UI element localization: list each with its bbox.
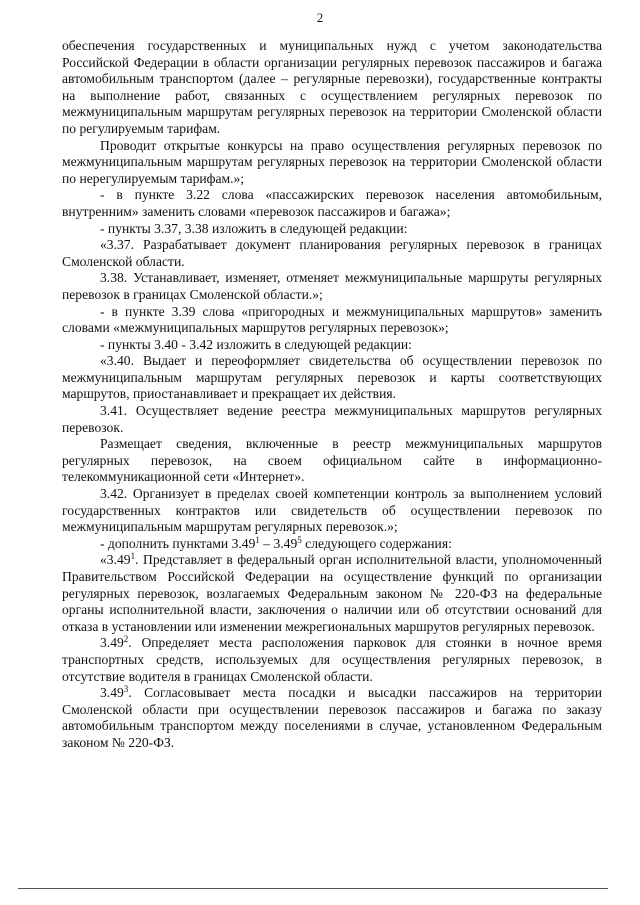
- paragraph-add-3-49: [62, 536, 602, 553]
- text-segment: – 3.49: [259, 535, 298, 551]
- text-segment: - дополнить пунктами 3.49: [100, 535, 256, 551]
- text-segment: следующего содержания:: [301, 535, 452, 551]
- paragraph-intro-continuation: обеспечения государственных и муниципальных нужд с учетом законодательства Российской Федерации в области организации регулярных перевозок пассажиров и багажа автомобильным транспортом (далее – регулярные перевозки), государственные контракты на выполнение работ, связанных с осуществлением регулярных перевозок по межмуниципальным маршрутам регулярных перевозок на территории Смоленской области по регулируемым тарифам.: [62, 38, 602, 136]
- paragraph-amend-3-37-3-38: - пункты 3.37, 3.38 изложить в следующей редакции:: [100, 220, 408, 236]
- paragraph-3-49-3: [62, 685, 602, 751]
- paragraph-3-41: 3.41. Осуществляет ведение реестра межмуниципальных маршрутов регулярных перевозок.: [62, 403, 602, 435]
- text-segment: . Определяет места расположения парковок для стоянки в ночное время транспортных средств, используемых для осуществления регулярных перевозок, в отсутствие водителя в границах Смоленской области.: [62, 635, 602, 684]
- document-body: [62, 38, 602, 752]
- paragraph-amend-3-40-3-42: - пункты 3.40 - 3.42 изложить в следующей редакции:: [100, 336, 412, 352]
- paragraph-3-38: 3.38. Устанавливает, изменяет, отменяет межмуниципальные маршруты регулярных перевозок в границах Смоленской области.»;: [62, 270, 602, 302]
- page-number: 2: [316, 10, 324, 25]
- superscript: 5: [297, 534, 302, 545]
- paragraph-open-competitions: Проводит открытые конкурсы на право осуществления регулярных перевозок по межмуниципальным маршрутам регулярных перевозок на территории Смоленской области по нерегулируемым тарифам.»;: [62, 137, 602, 186]
- paragraph-amend-3-39: - в пункте 3.39 слова «пригородных и межмуниципальных маршрутов» заменить словами «межмуниципальных маршрутов регулярных перевозок»;: [62, 303, 602, 336]
- text-segment: . Согласовывает места посадки и высадки пассажиров на территории Смоленской области при осуществлении перевозок пассажиров и багажа по заказу автомобильным транспортом между поселениями в случае, установленном Федеральным законом № 220-ФЗ.: [62, 685, 602, 750]
- superscript: 1: [130, 551, 136, 562]
- superscript: 1: [255, 534, 260, 545]
- paragraph-amend-3-22: - в пункте 3.22 слова «пассажирских перевозок населения автомобильным, внутренним» заменить словами «перевозок пассажиров и багажа»;: [62, 187, 602, 219]
- text-segment: . Представляет в федеральный орган исполнительной власти, уполномоченный Правительством Российской Федерации на осуществление функций по организации регулярных перевозок, возлагаемых Федеральным законом № 220-ФЗ на федеральные органы исполнительной власти, заключения о наличии или об отсутствии оснований для отказа в установлении или изменении межрегиональных маршрутов регулярных перевозок.: [62, 552, 602, 634]
- paragraph-3-42: 3.42. Организует в пределах своей компетенции контроль за выполнением условий государственных контрактов или свидетельств об осуществлении перевозок по межмуниципальным маршрутам регулярных перевозок.»;: [62, 486, 602, 535]
- paragraph-3-49-1: [62, 552, 602, 635]
- paragraph-3-40: «3.40. Выдает и переоформляет свидетельства об осуществлении перевозок по межмуниципальным маршрутам регулярных перевозок и карты соответствующих маршрутов, приостанавливает и прекращает их действия.: [62, 353, 602, 402]
- paragraph-registry-info: Размещает сведения, включенные в реестр межмуниципальных маршрутов регулярных перевозок, на своем официальном сайте в информационно-телекоммуникационной сети «Интернет».: [62, 436, 602, 485]
- text-segment: «3.49: [100, 552, 131, 568]
- paragraph-3-49-2: [62, 635, 602, 685]
- paragraph-3-37: «3.37. Разрабатывает документ планирования регулярных перевозок в границах Смоленской области.: [62, 237, 602, 269]
- text-segment: 3.49: [100, 635, 124, 651]
- bottom-divider: [18, 888, 608, 889]
- text-segment: 3.49: [100, 685, 124, 701]
- superscript: 3: [123, 684, 129, 695]
- superscript: 2: [123, 634, 129, 645]
